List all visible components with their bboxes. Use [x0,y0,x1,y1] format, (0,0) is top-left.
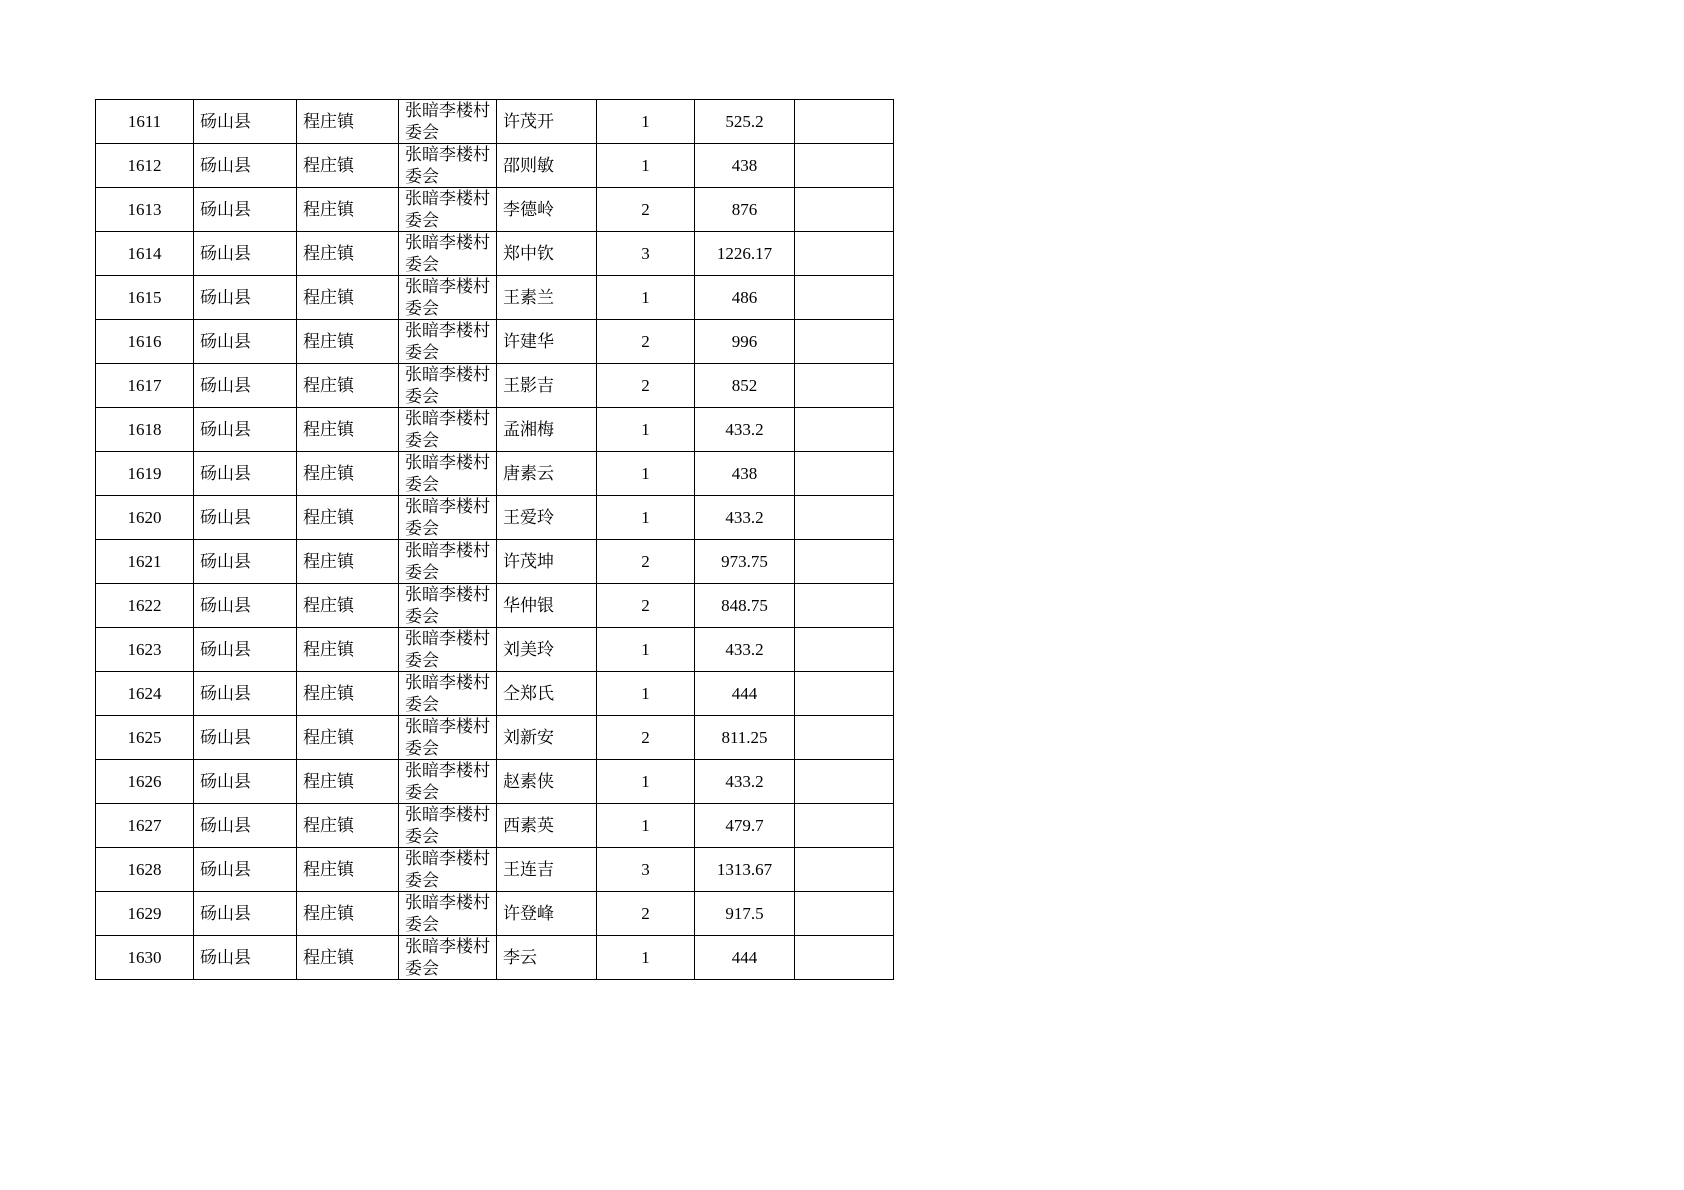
cell-town: 程庄镇 [297,628,399,672]
cell-village: 张暗李楼村委会 [399,320,497,364]
cell-count: 2 [597,188,695,232]
cell-name: 王爱玲 [497,496,597,540]
cell-count: 1 [597,760,695,804]
cell-town: 程庄镇 [297,144,399,188]
cell-amount: 444 [695,672,795,716]
cell-town: 程庄镇 [297,452,399,496]
cell-county: 砀山县 [194,628,297,672]
cell-note [795,232,894,276]
cell-name: 唐素云 [497,452,597,496]
cell-village: 张暗李楼村委会 [399,144,497,188]
cell-town: 程庄镇 [297,496,399,540]
cell-county: 砀山县 [194,496,297,540]
cell-count: 1 [597,100,695,144]
cell-village: 张暗李楼村委会 [399,452,497,496]
cell-county: 砀山县 [194,848,297,892]
cell-county: 砀山县 [194,760,297,804]
cell-note [795,540,894,584]
cell-county: 砀山县 [194,892,297,936]
cell-name: 李云 [497,936,597,980]
cell-id: 1625 [96,716,194,760]
cell-county: 砀山县 [194,320,297,364]
cell-count: 1 [597,276,695,320]
cell-count: 2 [597,892,695,936]
cell-note [795,144,894,188]
cell-village: 张暗李楼村委会 [399,100,497,144]
cell-county: 砀山县 [194,452,297,496]
cell-town: 程庄镇 [297,408,399,452]
cell-count: 2 [597,364,695,408]
beneficiary-table [95,99,894,980]
cell-county: 砀山县 [194,188,297,232]
cell-id: 1618 [96,408,194,452]
table-row [96,496,894,540]
cell-note [795,716,894,760]
cell-name: 许登峰 [497,892,597,936]
cell-amount: 996 [695,320,795,364]
cell-amount: 444 [695,936,795,980]
cell-name: 西素英 [497,804,597,848]
cell-name: 华仲银 [497,584,597,628]
table-container [95,99,894,980]
cell-id: 1621 [96,540,194,584]
cell-town: 程庄镇 [297,232,399,276]
cell-count: 1 [597,936,695,980]
cell-id: 1624 [96,672,194,716]
cell-note [795,892,894,936]
cell-id: 1617 [96,364,194,408]
cell-county: 砀山县 [194,276,297,320]
cell-note [795,188,894,232]
cell-village: 张暗李楼村委会 [399,628,497,672]
cell-note [795,936,894,980]
cell-amount: 876 [695,188,795,232]
cell-note [795,584,894,628]
cell-village: 张暗李楼村委会 [399,804,497,848]
cell-village: 张暗李楼村委会 [399,716,497,760]
cell-amount: 438 [695,144,795,188]
table-row [96,232,894,276]
cell-village: 张暗李楼村委会 [399,936,497,980]
cell-id: 1630 [96,936,194,980]
cell-id: 1612 [96,144,194,188]
cell-county: 砀山县 [194,584,297,628]
table-row [96,804,894,848]
cell-name: 孟湘梅 [497,408,597,452]
cell-village: 张暗李楼村委会 [399,584,497,628]
cell-town: 程庄镇 [297,804,399,848]
cell-village: 张暗李楼村委会 [399,672,497,716]
cell-id: 1619 [96,452,194,496]
cell-name: 刘新安 [497,716,597,760]
table-row [96,760,894,804]
cell-amount: 811.25 [695,716,795,760]
cell-village: 张暗李楼村委会 [399,848,497,892]
table-row [96,716,894,760]
cell-village: 张暗李楼村委会 [399,188,497,232]
cell-town: 程庄镇 [297,760,399,804]
cell-id: 1620 [96,496,194,540]
cell-count: 1 [597,496,695,540]
cell-note [795,804,894,848]
table-row [96,276,894,320]
cell-count: 2 [597,540,695,584]
cell-note [795,496,894,540]
cell-count: 1 [597,144,695,188]
cell-county: 砀山县 [194,232,297,276]
cell-amount: 973.75 [695,540,795,584]
cell-amount: 433.2 [695,760,795,804]
cell-amount: 917.5 [695,892,795,936]
cell-id: 1616 [96,320,194,364]
cell-county: 砀山县 [194,540,297,584]
table-row [96,936,894,980]
cell-name: 王影吉 [497,364,597,408]
cell-town: 程庄镇 [297,892,399,936]
cell-note [795,364,894,408]
cell-town: 程庄镇 [297,672,399,716]
cell-town: 程庄镇 [297,584,399,628]
cell-county: 砀山县 [194,716,297,760]
cell-amount: 438 [695,452,795,496]
cell-village: 张暗李楼村委会 [399,760,497,804]
cell-count: 1 [597,408,695,452]
cell-count: 2 [597,320,695,364]
table-row [96,540,894,584]
table-row [96,144,894,188]
cell-count: 2 [597,716,695,760]
cell-amount: 852 [695,364,795,408]
cell-village: 张暗李楼村委会 [399,540,497,584]
cell-id: 1622 [96,584,194,628]
cell-amount: 479.7 [695,804,795,848]
cell-name: 邵则敏 [497,144,597,188]
cell-name: 王连吉 [497,848,597,892]
cell-county: 砀山县 [194,408,297,452]
cell-note [795,100,894,144]
cell-amount: 525.2 [695,100,795,144]
cell-name: 仝郑氏 [497,672,597,716]
cell-id: 1629 [96,892,194,936]
cell-village: 张暗李楼村委会 [399,232,497,276]
cell-county: 砀山县 [194,804,297,848]
cell-name: 许建华 [497,320,597,364]
cell-note [795,320,894,364]
cell-amount: 486 [695,276,795,320]
table-body [96,100,894,980]
cell-village: 张暗李楼村委会 [399,892,497,936]
cell-county: 砀山县 [194,364,297,408]
cell-count: 3 [597,232,695,276]
table-row [96,100,894,144]
cell-town: 程庄镇 [297,320,399,364]
cell-id: 1623 [96,628,194,672]
table-row [96,584,894,628]
cell-id: 1628 [96,848,194,892]
cell-id: 1627 [96,804,194,848]
cell-note [795,452,894,496]
table-row [96,672,894,716]
cell-count: 1 [597,452,695,496]
cell-id: 1611 [96,100,194,144]
cell-town: 程庄镇 [297,716,399,760]
cell-count: 3 [597,848,695,892]
cell-town: 程庄镇 [297,848,399,892]
cell-note [795,848,894,892]
cell-town: 程庄镇 [297,100,399,144]
cell-note [795,760,894,804]
cell-count: 1 [597,804,695,848]
cell-county: 砀山县 [194,100,297,144]
cell-county: 砀山县 [194,936,297,980]
cell-village: 张暗李楼村委会 [399,408,497,452]
cell-amount: 433.2 [695,628,795,672]
cell-name: 许茂坤 [497,540,597,584]
cell-note [795,408,894,452]
cell-town: 程庄镇 [297,276,399,320]
table-row [96,628,894,672]
table-row [96,848,894,892]
cell-town: 程庄镇 [297,540,399,584]
cell-village: 张暗李楼村委会 [399,276,497,320]
table-row [96,408,894,452]
cell-note [795,672,894,716]
cell-count: 1 [597,672,695,716]
cell-amount: 433.2 [695,408,795,452]
cell-name: 刘美玲 [497,628,597,672]
cell-name: 许茂开 [497,100,597,144]
cell-name: 王素兰 [497,276,597,320]
table-row [96,320,894,364]
table-row [96,452,894,496]
cell-county: 砀山县 [194,144,297,188]
cell-town: 程庄镇 [297,188,399,232]
cell-town: 程庄镇 [297,364,399,408]
cell-id: 1613 [96,188,194,232]
cell-id: 1614 [96,232,194,276]
table-row [96,188,894,232]
cell-name: 李德岭 [497,188,597,232]
cell-village: 张暗李楼村委会 [399,364,497,408]
cell-name: 赵素侠 [497,760,597,804]
cell-count: 1 [597,628,695,672]
cell-town: 程庄镇 [297,936,399,980]
cell-amount: 848.75 [695,584,795,628]
cell-id: 1626 [96,760,194,804]
table-row [96,364,894,408]
cell-village: 张暗李楼村委会 [399,496,497,540]
cell-county: 砀山县 [194,672,297,716]
cell-amount: 1226.17 [695,232,795,276]
cell-amount: 1313.67 [695,848,795,892]
cell-name: 郑中钦 [497,232,597,276]
table-row [96,892,894,936]
cell-count: 2 [597,584,695,628]
cell-amount: 433.2 [695,496,795,540]
cell-note [795,628,894,672]
cell-id: 1615 [96,276,194,320]
cell-note [795,276,894,320]
